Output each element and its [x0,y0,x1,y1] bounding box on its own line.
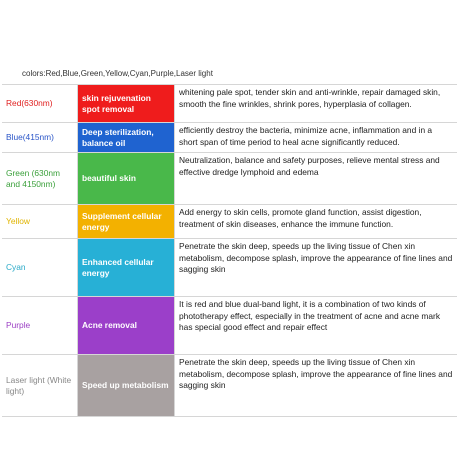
light-therapy-table [2,84,457,417]
color-label: Green (630nm and 4150nm) [2,153,78,204]
effect-cell: beautiful skin [78,153,174,204]
table-row-blue [2,123,457,153]
table-row-purple [2,297,457,355]
description-cell: Neutralization, balance and safety purposes, relieve mental stress and effective dredge lymphoid and edema [174,153,457,204]
description-cell: whitening pale spot, tender skin and anti-wrinkle, repair damaged skin, smooth the fine wrinkles, shrink pores, hyperplasia of collagen. [174,85,457,122]
table-row-yellow [2,205,457,239]
color-label: Red(630nm) [2,85,78,122]
color-label: Purple [2,297,78,354]
effect-cell: Supplement cellular energy [78,205,174,238]
description-cell: efficiently destroy the bacteria, minimize acne, inflammation and in a short span of time period to heal acne significantly reduced. [174,123,457,152]
description-cell: Penetrate the skin deep, speeds up the living tissue of Chen xin metabolism, decompose splash, improve the appearance of fine lines and sagging skin [174,355,457,416]
table-row-laser [2,355,457,417]
effect-cell: skin rejuvenation spot removal [78,85,174,122]
description-cell: Add energy to skin cells, promote gland function, assist digestion, treatment of skin diseases, enhance the immune function. [174,205,457,238]
table-row-green [2,153,457,205]
colors-header: colors:Red,Blue,Green,Yellow,Cyan,Purple,Laser light [22,69,213,78]
table-row-red [2,84,457,123]
effect-cell: Enhanced cellular energy [78,239,174,296]
description-cell: It is red and blue dual-band light, it is a combination of two kinds of phototherapy effect, especially in the treatment of acne and acne mark has special good effect and repair effect [174,297,457,354]
table-row-cyan [2,239,457,297]
effect-cell: Speed up metabolism [78,355,174,416]
effect-cell: Deep sterilization, balance oil [78,123,174,152]
description-cell: Penetrate the skin deep, speeds up the living tissue of Chen xin metabolism, decompose splash, improve the appearance of fine lines and sagging skin [174,239,457,296]
effect-cell: Acne removal [78,297,174,354]
color-label: Laser light (White light) [2,355,78,416]
color-label: Cyan [2,239,78,296]
color-label: Blue(415nm) [2,123,78,152]
color-label: Yellow [2,205,78,238]
